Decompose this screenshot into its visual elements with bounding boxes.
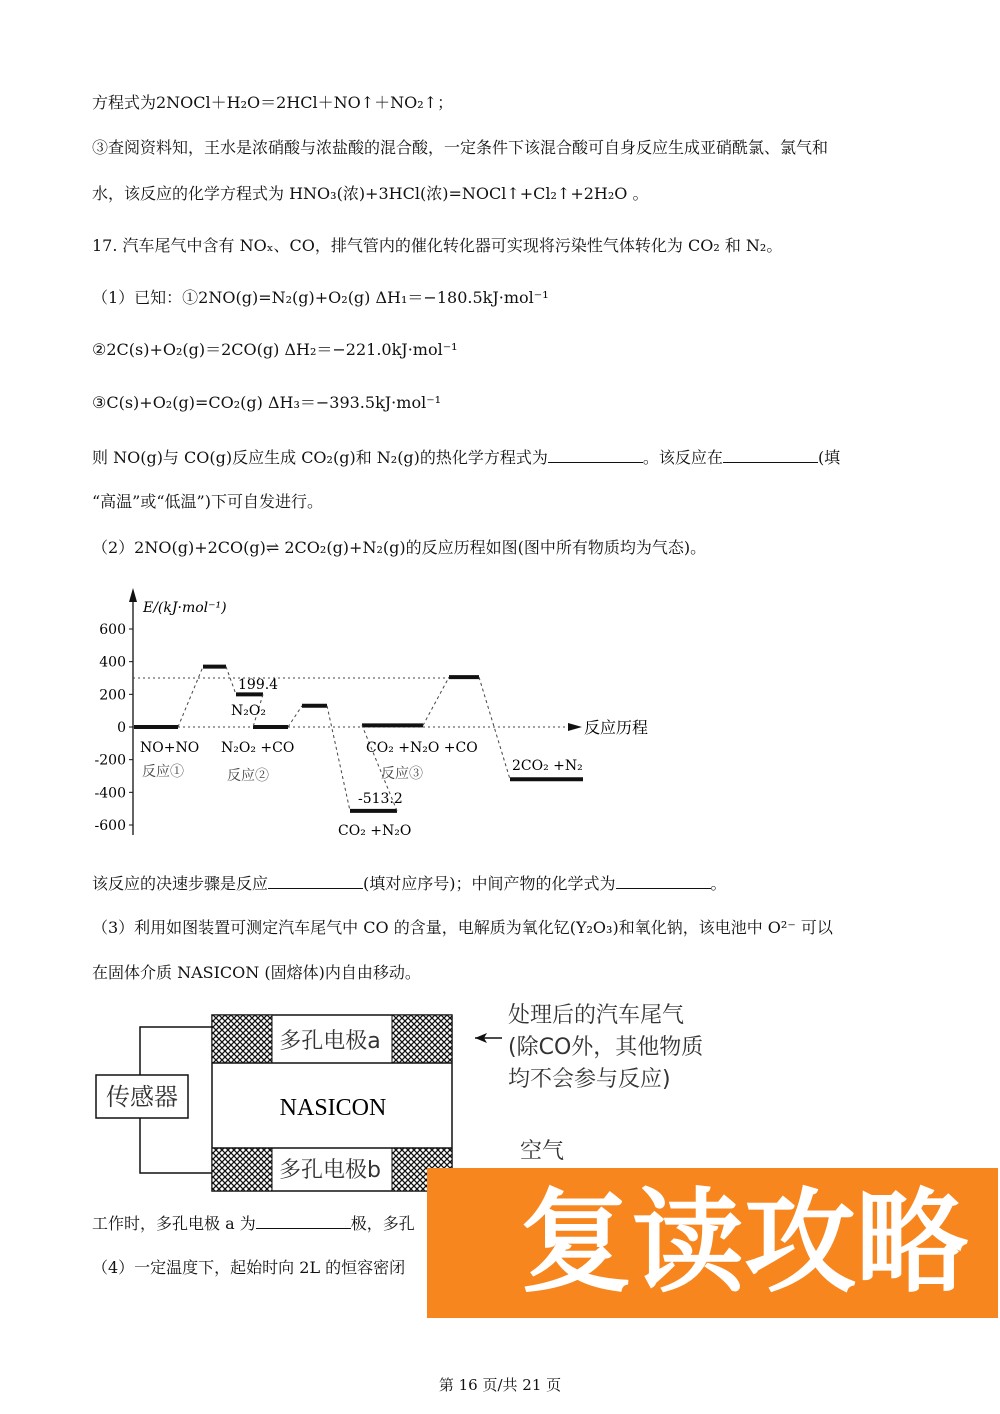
energy-profile-chart — [90, 580, 670, 845]
question-1-text — [92, 446, 840, 468]
text: 该反应的决速步骤是反应 — [92, 874, 269, 893]
species-label: NO+NO — [140, 740, 200, 756]
connector-line — [178, 667, 203, 727]
question-2-text: （2）2NO(g)+2CO(g)⇌ 2CO₂(g)+N₂(g)的反应历程如图(图中所有物质均为气态)。 — [92, 538, 707, 557]
value-label: 199.4 — [238, 677, 279, 693]
gas-label: 处理后的汽车尾气 — [508, 1003, 685, 1028]
species-label: 2CO₂ +N₂ — [512, 758, 583, 774]
answer-blank[interactable] — [723, 446, 818, 463]
species-label: N₂O₂ — [231, 703, 266, 719]
gas-label: (除CO外，其他物质 — [508, 1035, 704, 1060]
species-label: CO₂ +N₂O — [338, 823, 412, 839]
question-17: 17. 汽车尾气中含有 NOₓ、CO，排气管内的催化转化器可实现将污染性气体转化为 CO₂ 和 N₂。 — [92, 236, 783, 255]
species-label: CO₂ +N₂O +CO — [366, 740, 478, 756]
x-axis-arrow-icon — [568, 723, 582, 731]
question-2-blanks — [92, 872, 727, 894]
answer-blank[interactable] — [548, 446, 643, 463]
text-line: 方程式为2NOCl＋H₂O＝2HCl＋NO↑＋NO₂↑； — [92, 93, 454, 112]
equation-3: ③C(s)+O₂(g)=CO₂(g) ΔH₃＝−393.5kJ·mol⁻¹ — [92, 393, 442, 412]
species-label: N₂O₂ +CO — [221, 740, 295, 756]
question-4-text: （4）一定温度下，起始时向 2L 的恒容密闭 — [92, 1258, 406, 1277]
y-axis-arrow-icon — [129, 588, 137, 602]
text: 。 — [710, 874, 727, 893]
connector-line — [288, 706, 302, 727]
y-tick-label: 600 — [99, 622, 126, 638]
electrode-b-label: 多孔电极b — [279, 1158, 381, 1183]
electrode-a-label: 多孔电极a — [279, 1029, 381, 1054]
text-line: ③查阅资料知，王水是浓硝酸与浓盐酸的混合酸，一定条件下该混合酸可自身反应生成亚硝酰氯、氯气和 — [92, 138, 829, 157]
connector-line — [327, 706, 350, 811]
connector-line — [423, 677, 449, 725]
text: 则 NO(g)与 CO(g)反应生成 CO₂(g)和 N₂(g)的热化学方程式为 — [92, 448, 548, 467]
nasicon-label: NASICON — [279, 1095, 387, 1121]
y-tick-label: -200 — [94, 752, 126, 769]
y-tick-label: 0 — [117, 720, 126, 736]
text: (填对应序号)；中间产物的化学式为 — [363, 874, 616, 893]
x-axis-label: 反应历程 — [584, 718, 649, 737]
text-line: “高温”或“低温”)下可自发进行。 — [92, 492, 323, 511]
hatch — [392, 1015, 452, 1063]
answer-blank[interactable] — [616, 872, 711, 889]
question-3-blanks — [92, 1212, 415, 1234]
question-3-text: （3）利用如图装置可测定汽车尾气中 CO 的含量，电解质为氧化钇(Y₂O₃)和氧化钠，该电池中 O²⁻ 可以 — [92, 918, 833, 937]
text: 工作时，多孔电极 a 为 — [92, 1214, 256, 1233]
connector-line — [479, 677, 510, 779]
reaction-label: 反应① — [142, 764, 184, 780]
gas-label: 均不会参与反应) — [508, 1067, 671, 1092]
answer-blank[interactable] — [268, 872, 363, 889]
text-line: 在固体介质 NASICON (固熔体)内自由移动。 — [92, 963, 421, 982]
watermark-text: 复读攻略 — [520, 1178, 968, 1308]
y-tick-label: -400 — [94, 785, 126, 802]
watermark-banner — [427, 1168, 998, 1318]
text: 。该反应在 — [642, 448, 723, 467]
hatch — [212, 1148, 272, 1191]
reaction-label: 反应③ — [381, 766, 423, 782]
hatch — [212, 1015, 272, 1063]
sensor-label: 传感器 — [106, 1083, 178, 1111]
page-footer: 第 16 页/共 21 页 — [438, 1376, 562, 1394]
air-label: 空气 — [520, 1139, 565, 1164]
y-tick-label: 400 — [99, 654, 126, 671]
text: (填 — [817, 448, 841, 467]
text: 极，多孔 — [350, 1214, 415, 1233]
equation-2: ②2C(s)+O₂(g)＝2CO(g) ΔH₂＝−221.0kJ·mol⁻¹ — [92, 340, 458, 359]
y-tick-label: 200 — [99, 687, 126, 704]
reaction-label: 反应② — [227, 768, 269, 784]
y-tick-label: -600 — [94, 818, 126, 834]
y-axis-label: E/(kJ·mol⁻¹) — [143, 600, 227, 616]
value-label: -513.2 — [358, 791, 403, 807]
equation-1: （1）已知：①2NO(g)=N₂(g)+O₂(g) ΔH₁＝−180.5kJ·mol⁻¹ — [92, 288, 549, 307]
answer-blank[interactable] — [256, 1212, 351, 1229]
connector-line — [226, 667, 236, 695]
text-line: 水，该反应的化学方程式为 HNO₃(浓)+3HCl(浓)=NOCl↑+Cl₂↑+2H₂O 。 — [92, 184, 649, 203]
